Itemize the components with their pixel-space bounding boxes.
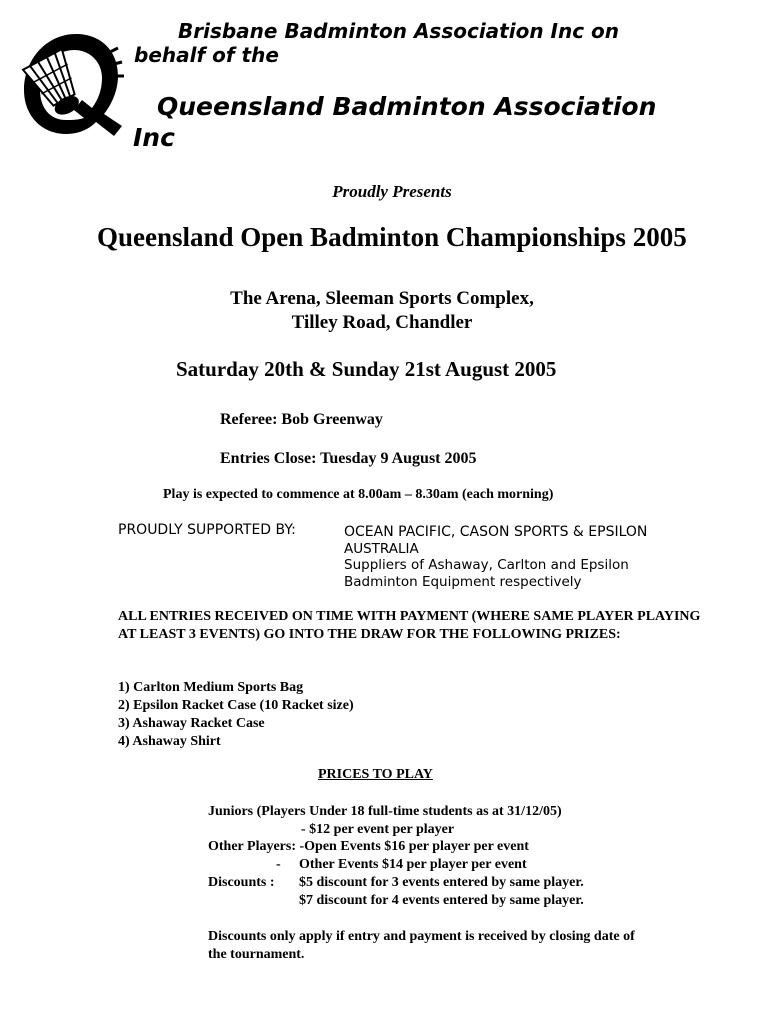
- prize-item: 1) Carlton Medium Sports Bag: [118, 680, 304, 695]
- play-time: Play is expected to commence at 8.00am – 8.30am (each morning): [163, 487, 554, 502]
- prize-item: 3) Ashaway Racket Case: [118, 716, 265, 731]
- discount-note-line1: Discounts only apply if entry and payment is received by closing date of: [208, 929, 635, 944]
- prize-item: 4) Ashaway Shirt: [118, 734, 221, 749]
- org-line2b: Inc: [133, 123, 175, 152]
- other-events-price: Other Events $14 per player per event: [299, 857, 527, 872]
- org-line2a: Queensland Badminton Association: [157, 92, 657, 121]
- juniors-line: Juniors (Players Under 18 full-time students as at 31/12/05): [208, 804, 562, 819]
- sponsor-label: PROUDLY SUPPORTED BY:: [118, 522, 296, 538]
- proudly-presents: Proudly Presents: [332, 182, 452, 201]
- referee: Referee: Bob Greenway: [220, 411, 383, 428]
- org-line1b: behalf of the: [134, 43, 279, 67]
- event-dates: Saturday 20th & Sunday 21st August 2005: [176, 357, 557, 381]
- discount-note-line2: the tournament.: [208, 947, 305, 962]
- juniors-price: - $12 per event per player: [301, 822, 455, 837]
- discount-4-events: $7 discount for 4 events entered by same player.: [299, 893, 584, 908]
- venue-line1: The Arena, Sleeman Sports Complex,: [230, 288, 534, 309]
- discounts-label: Discounts :: [208, 875, 275, 890]
- org-line1a: Brisbane Badminton Association Inc on: [178, 19, 620, 43]
- entries-close: Entries Close: Tuesday 9 August 2005: [220, 450, 477, 467]
- prices-heading: PRICES TO PLAY: [318, 767, 433, 782]
- prize-item: 2) Epsilon Racket Case (10 Racket size): [118, 698, 354, 713]
- sponsor-line1: OCEAN PACIFIC, CASON SPORTS & EPSILON: [344, 524, 648, 540]
- sponsor-line3: Suppliers of Ashaway, Carlton and Epsilon: [344, 557, 629, 573]
- sponsor-line2: AUSTRALIA: [344, 541, 419, 557]
- discount-3-events: $5 discount for 3 events entered by same player.: [299, 875, 584, 890]
- prize-draw-intro: ALL ENTRIES RECEIVED ON TIME WITH PAYMENT (WHERE SAME PLAYER PLAYING AT LEAST 3 EVENTS) GO INTO THE DRAW FOR THE FOLLOWING PRIZES:: [118, 609, 701, 642]
- sponsor-line4: Badminton Equipment respectively: [344, 574, 582, 590]
- other-players-open: Other Players: -Open Events $16 per player per event: [208, 839, 529, 854]
- venue-line2: Tilley Road, Chandler: [291, 312, 473, 333]
- event-title: Queensland Open Badminton Championships 2005: [97, 222, 687, 252]
- shuttlecock-q-logo-icon: [18, 30, 124, 140]
- other-players-dash: -: [276, 857, 281, 872]
